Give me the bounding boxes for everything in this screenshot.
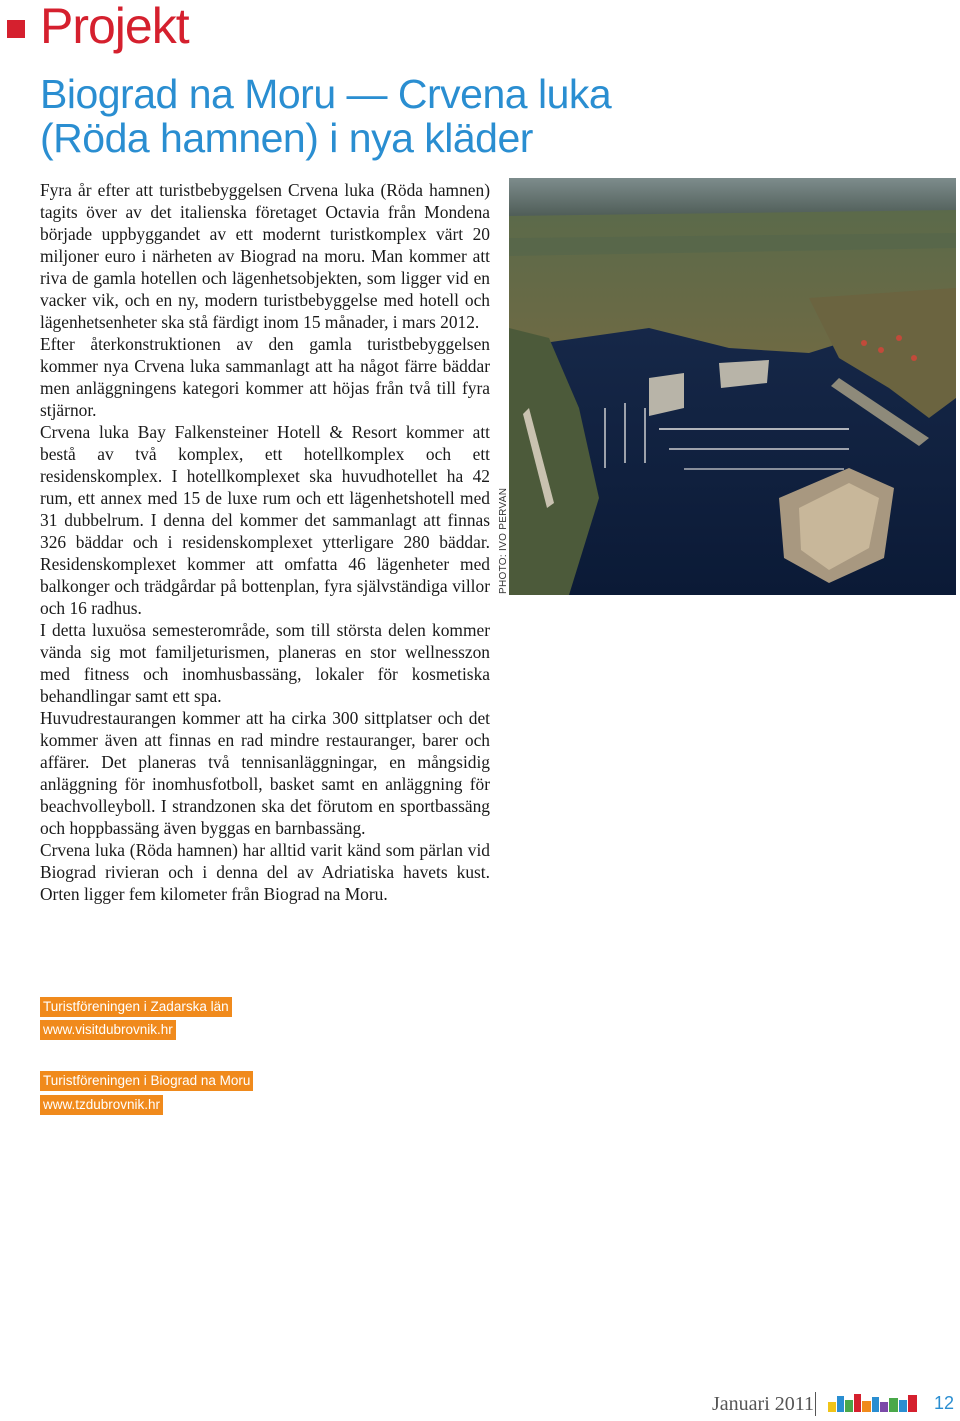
magazine-logo-icon bbox=[826, 1388, 920, 1416]
paragraph: Huvudrestaurangen kommer att ha cirka 300 sittplatser och det kommer även att finnas en rad mindre restauranger, barer och affärer. Det planeras två tennisanläggningar, en mångsidig anläggning för inomhusfotboll, basket samt en anläggning för beachvolleyboll. I strandzonen ska det förutom en sportbassäng och hoppbassäng även byggas en barnbassäng. bbox=[40, 708, 490, 838]
page-number: 12 bbox=[934, 1393, 955, 1413]
headline-line-2: (Röda hamnen) i nya kläder bbox=[40, 115, 533, 161]
paragraph: I detta luxuösa semesterområde, som till största delen kommer vända sig mot familjeturismen, planeras en stor wellnesszon med fitness och inomhusbassäng, lokaler för kosmetiska behandlingar samt ett spa. bbox=[40, 620, 490, 706]
aerial-harbor-photo bbox=[509, 178, 956, 595]
tourist-office-name: Turistföreningen i Zadarska län bbox=[40, 997, 232, 1017]
footer-divider bbox=[815, 1392, 816, 1416]
tourist-office-link[interactable]: www.tzdubrovnik.hr bbox=[40, 1095, 163, 1115]
paragraph: Fyra år efter att turistbebyggelsen Crvena luka (Röda hamnen) tagits över av det italienska företaget Octavia från Mondena började uppbyggandet av ett modernt turistkomplex värt 20 miljoner euro i närheten av Biograd na moru. Man kommer att riva de gamla hotellen och lägenhetsobjekten, som ligger vid en vacker vik, och en ny, modern turistbebyggelse med hotell och lägenhetsenheter ska stå färdigt inom 15 månader, i mars 2012. bbox=[40, 180, 490, 332]
article-body bbox=[40, 179, 490, 905]
tourist-office-link[interactable]: www.visitdubrovnik.hr bbox=[40, 1020, 176, 1040]
article-headline bbox=[40, 72, 740, 160]
section-marker bbox=[7, 20, 25, 38]
paragraph: Crvena luka (Röda hamnen) har alltid varit känd som pärlan vid Biograd rivieran och i denna del av Adriatiska havets kust. Orten ligger fem kilometer från Biograd na Moru. bbox=[40, 840, 490, 904]
section-label: Projekt bbox=[40, 0, 189, 54]
paragraph: Efter återkonstruktionen av den gamla turistbebyggelsen kommer nya Crvena luka sammanlagt att ha något färre bäddar men anläggningens kategori kommer att höjas från två till fyra stjärnor. bbox=[40, 334, 490, 420]
issue-date: Januari 2011 bbox=[712, 1393, 815, 1415]
photo-credit: PHOTO: IVO PERVAN bbox=[498, 487, 509, 594]
headline-line-1: Biograd na Moru — Crvena luka bbox=[40, 71, 612, 117]
paragraph: Crvena luka Bay Falkensteiner Hotell & Resort kommer att bestå av två komplex, ett hotellkomplex och ett residenskomplex. I hotellkomplexet ska huvudhotellet ha 42 rum, ett annex med 15 de luxe rum och ett lägenhetshotell med 31 dubbelrum. I denna del kommer det sammanlagt att finnas 326 bäddar och i residenskomplexet ytterligare 280 bäddar. Residenskomplexet kommer att omfatta 46 lägenheter med balkonger och trädgårdar på bottenplan, fyra självständiga villor och 16 radhus. bbox=[40, 422, 490, 618]
tourist-office-name: Turistföreningen i Biograd na Moru bbox=[40, 1071, 253, 1091]
